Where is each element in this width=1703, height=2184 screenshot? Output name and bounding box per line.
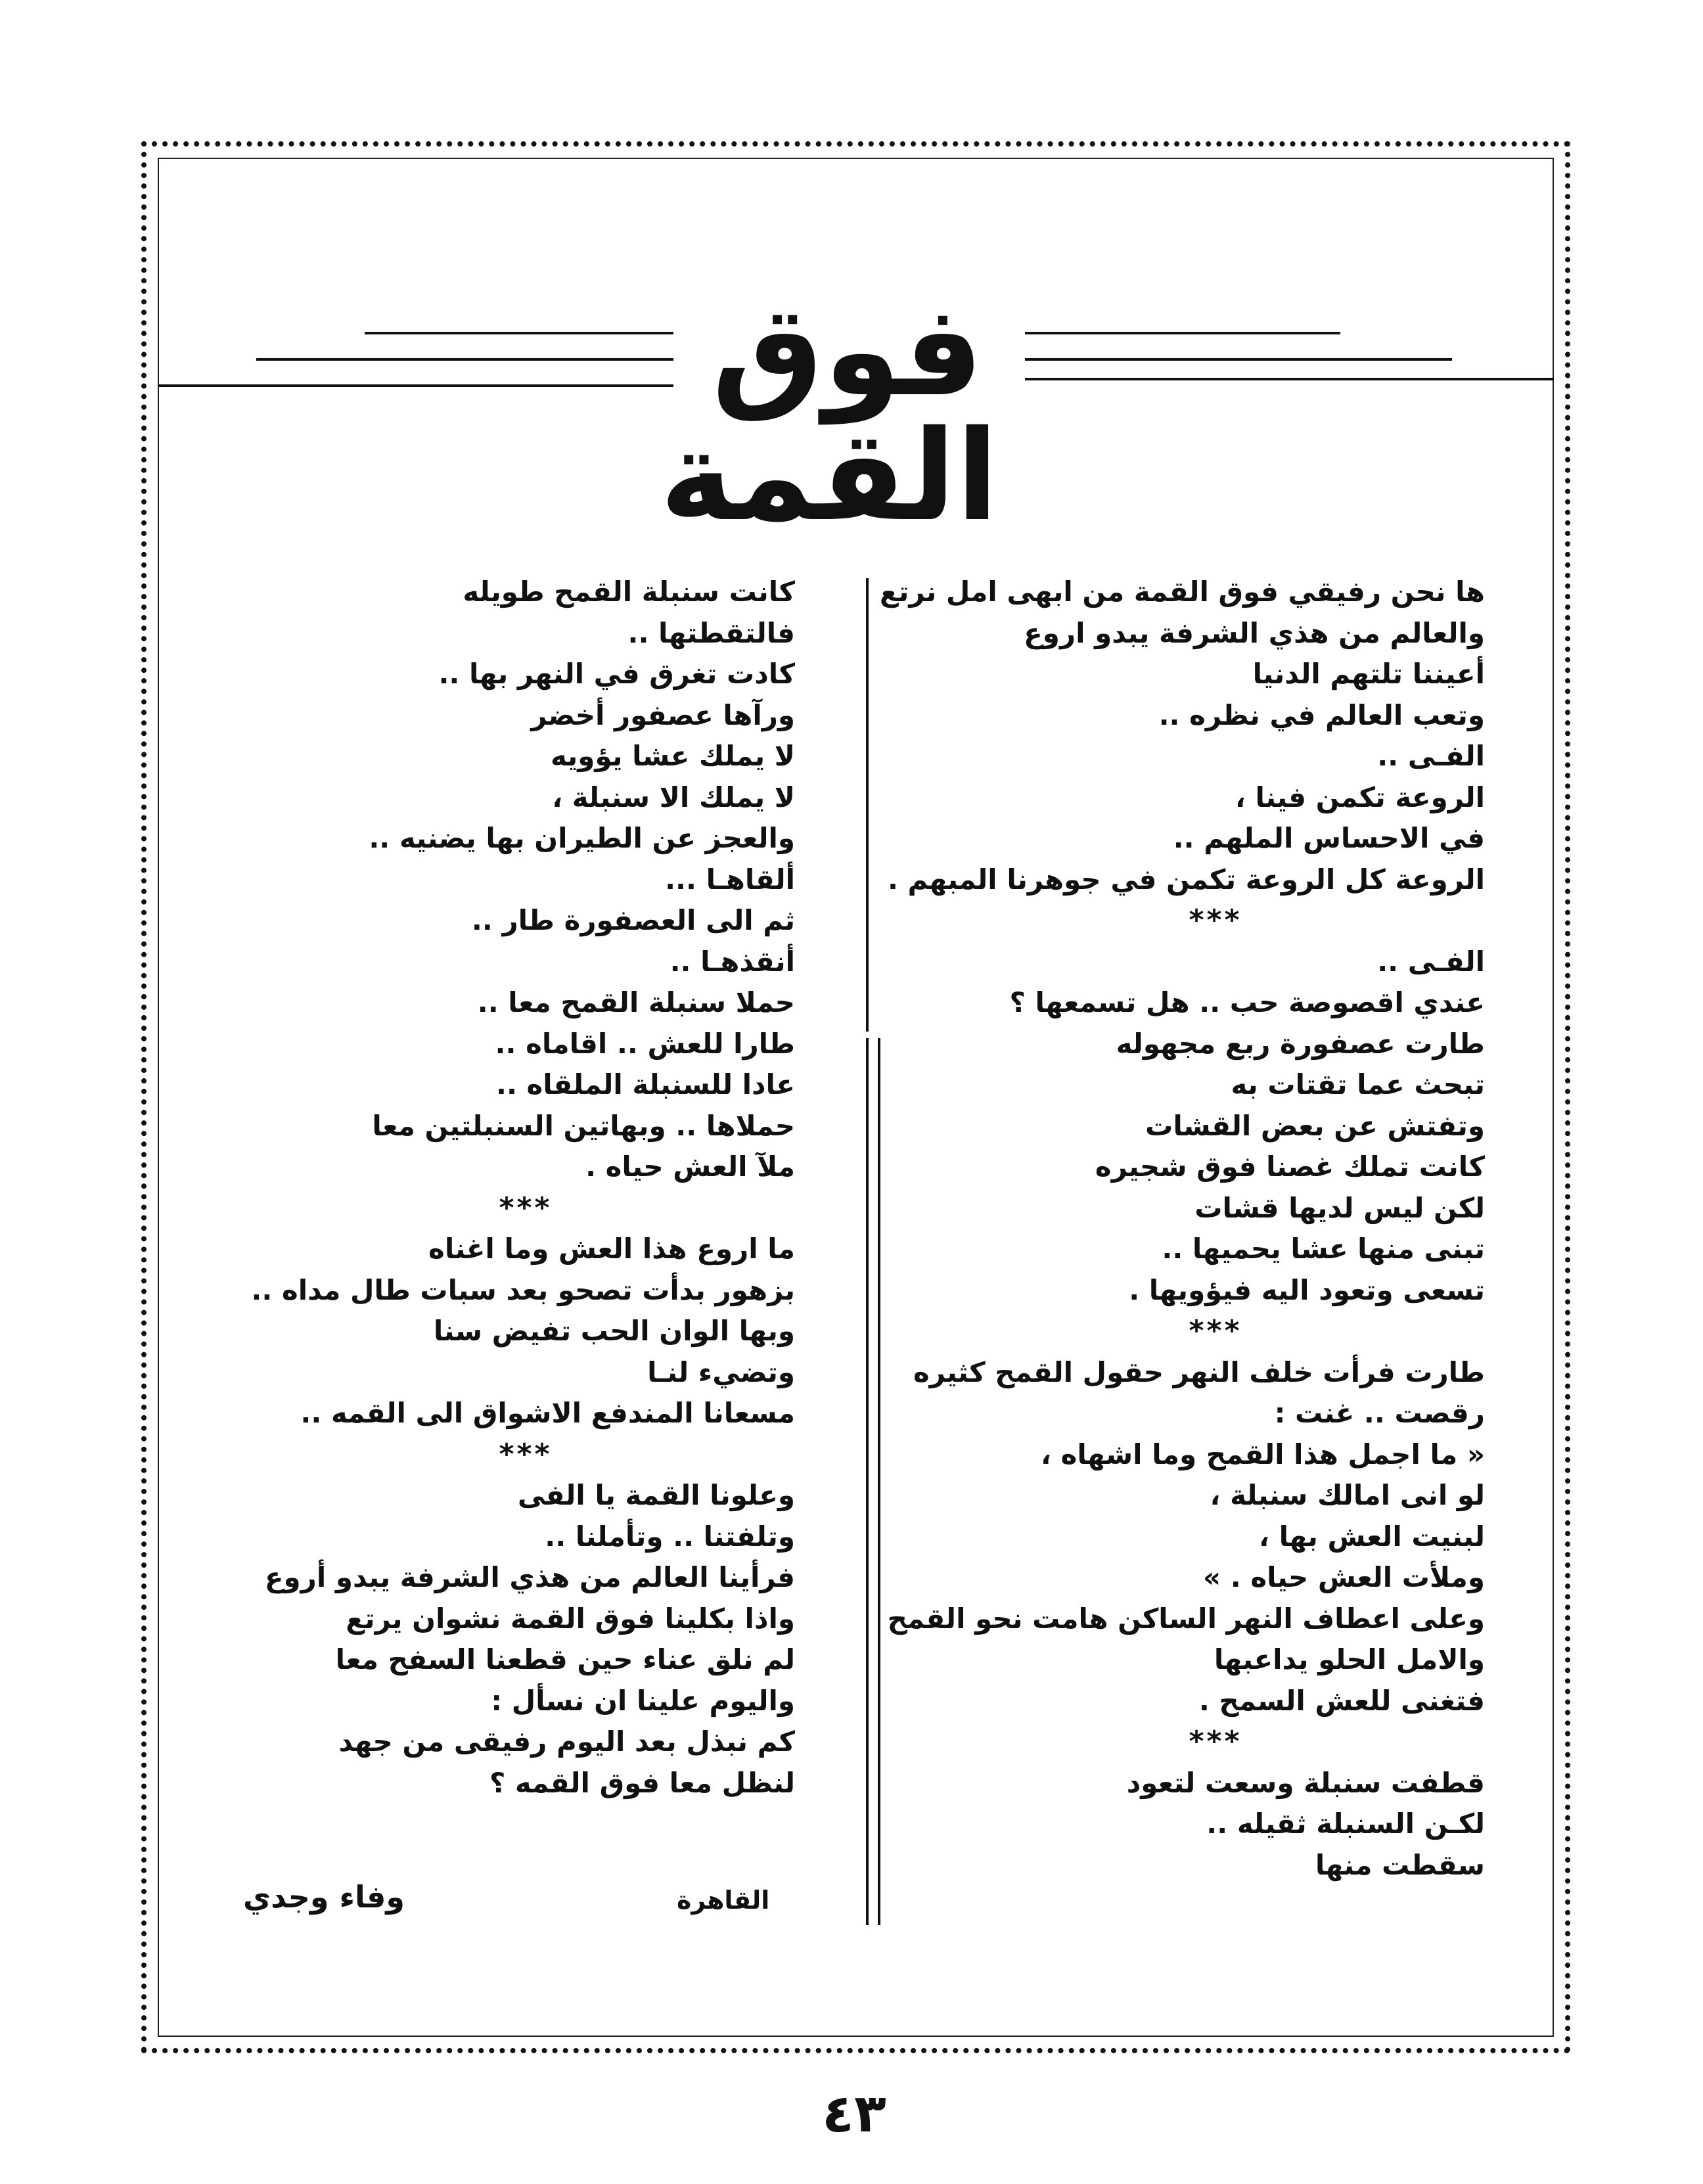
column-divider-lower-1 — [866, 1038, 869, 1925]
poem-line: لا يملك الا سنبلة ، — [552, 781, 795, 813]
column-divider-lower-2 — [878, 1038, 880, 1925]
poem-line: عندي اقصوصة حب .. هل تسمعها ؟ — [1009, 986, 1485, 1018]
poem-line: الفـى .. — [1377, 740, 1485, 772]
poem-line: وتفتش عن بعض القشات — [1145, 1109, 1485, 1142]
section-separator: *** — [499, 1437, 553, 1471]
poem-line: لا يملك عشا يؤويه — [551, 740, 795, 772]
title-rule-right-1 — [1025, 332, 1340, 334]
poem-line: وتعب العالم في نظره .. — [1158, 698, 1485, 731]
poem-line: لكن ليس لديها قشات — [1194, 1191, 1485, 1224]
poem-line: واذا بكلينا فوق القمة نشوان يرتع — [346, 1602, 795, 1635]
poem-line: ها نحن رفيقي فوق القمة من ابهى امل نرتع — [879, 576, 1485, 608]
poem-line: والعالم من هذي الشرفة يبدو اروع — [1024, 616, 1485, 649]
title-rule-left-2 — [256, 358, 673, 361]
poem-line: طارت فرأت خلف النهر حقول القمح كثيره — [913, 1355, 1485, 1388]
poem-line: رقصت .. غنت : — [1274, 1397, 1485, 1429]
poem-line: « ما اجمل هذا القمح وما اشهاه ، — [1041, 1438, 1485, 1470]
poem-title: فوق القمة — [660, 279, 999, 549]
poem-line: لو انى امالك سنبلة ، — [1210, 1479, 1485, 1511]
poem-line: لبنيت العش بها ، — [1259, 1520, 1485, 1553]
poem-line: بزهور بدأت تصحو بعد سبات طال مداه .. — [251, 1273, 795, 1306]
poem-line: تسعى وتعود اليه فيؤويها . — [1129, 1273, 1485, 1306]
section-separator: *** — [1189, 903, 1242, 937]
poem-line: ثم الى العصفورة طار .. — [471, 904, 795, 936]
left-column — [251, 572, 795, 1804]
poem-line: الروعة كل الروعة تكمن في جوهرنا المبهم . — [887, 863, 1485, 896]
poem-line: قطفت سنبلة وسعت لتعود — [1126, 1766, 1485, 1799]
poem-line: فرأينا العالم من هذي الشرفة يبدو أروع — [264, 1561, 795, 1593]
poem-line: الروعة تكمن فينا ، — [1235, 781, 1485, 813]
poem-line: لم نلق عناء حين قطعنا السفح معا — [335, 1643, 795, 1675]
poem-line: الفـى .. — [1377, 945, 1485, 978]
author-name: وفاء وجدي — [243, 1879, 405, 1915]
poem-line: والامل الحلو يداعبها — [1214, 1643, 1485, 1675]
section-separator: *** — [1189, 1725, 1242, 1758]
poem-line: مسعانا المندفع الاشواق الى القمه .. — [300, 1397, 795, 1429]
poem-line: لكـن السنبلة ثقيله .. — [1206, 1808, 1485, 1840]
poem-line: فتغنى للعش السمح . — [1198, 1684, 1485, 1717]
poem-line: وتضيء لنـا — [647, 1355, 795, 1388]
poem-line: أنقذهـا .. — [670, 945, 795, 978]
page-number: ٤٣ — [822, 2083, 886, 2144]
poem-line: حملا سنبلة القمح معا .. — [477, 986, 795, 1018]
poem-line: فالتقطتها .. — [627, 616, 795, 649]
poem-line: تبنى منها عشا يحميها .. — [1162, 1233, 1485, 1265]
poem-line: وتلفتنا .. وتأملنا .. — [545, 1520, 795, 1553]
poem-line: والعجز عن الطيران بها يضنيه .. — [369, 822, 795, 854]
poem-line: كانت تملك غصنا فوق شجيره — [1095, 1150, 1485, 1183]
section-separator: *** — [499, 1191, 553, 1225]
poem-line: طارا للعش .. اقاماه .. — [495, 1027, 795, 1060]
poem-line: وبها الوان الحب تفيض سنا — [433, 1315, 795, 1347]
poem-line: طارت عصفورة ربع مجهوله — [1116, 1027, 1485, 1060]
poem-line: في الاحساس الملهم .. — [1173, 822, 1485, 854]
column-divider-upper — [866, 578, 869, 1032]
poem-line: ما اروع هذا العش وما اغناه — [428, 1233, 795, 1265]
poem-line: كانت سنبلة القمح طويله — [463, 576, 795, 608]
right-column — [879, 572, 1485, 1886]
poem-line: لنظل معا فوق القمه ؟ — [489, 1766, 795, 1799]
section-separator: *** — [1189, 1314, 1242, 1348]
poem-line: وعلى اعطاف النهر الساكن هامت نحو القمح — [887, 1602, 1485, 1635]
poem-line: كم نبذل بعد اليوم رفيقى من جهد — [338, 1725, 795, 1758]
poem-line: تبحث عما تقتات به — [1231, 1068, 1485, 1101]
poem-line: أعيننا تلتهم الدنيا — [1252, 658, 1485, 690]
title-rule-left-3 — [158, 384, 673, 387]
poem-line: واليوم علينا ان نسأل : — [491, 1684, 795, 1717]
poem-line: وعلونا القمة يا الفى — [517, 1479, 795, 1511]
poem-line: وملأت العش حياه . » — [1202, 1561, 1485, 1593]
poem-line: ورآها عصفور أخضر — [531, 698, 795, 731]
poem-line: ألقاهـا ... — [665, 863, 795, 896]
title-rule-right-2 — [1025, 358, 1452, 361]
title-rule-left-1 — [365, 332, 673, 334]
poem-line: عادا للسنبلة الملقاه .. — [495, 1068, 795, 1101]
title-rule-right-3 — [1025, 378, 1554, 380]
city-label: القاهرة — [677, 1886, 770, 1915]
poem-line: سقطت منها — [1315, 1848, 1485, 1881]
poem-line: حملاها .. وبهاتين السنبلتين معا — [372, 1109, 795, 1142]
poem-line: ملآ العش حياه . — [585, 1150, 795, 1183]
poem-line: كادت تغرق في النهر بها .. — [438, 658, 795, 690]
